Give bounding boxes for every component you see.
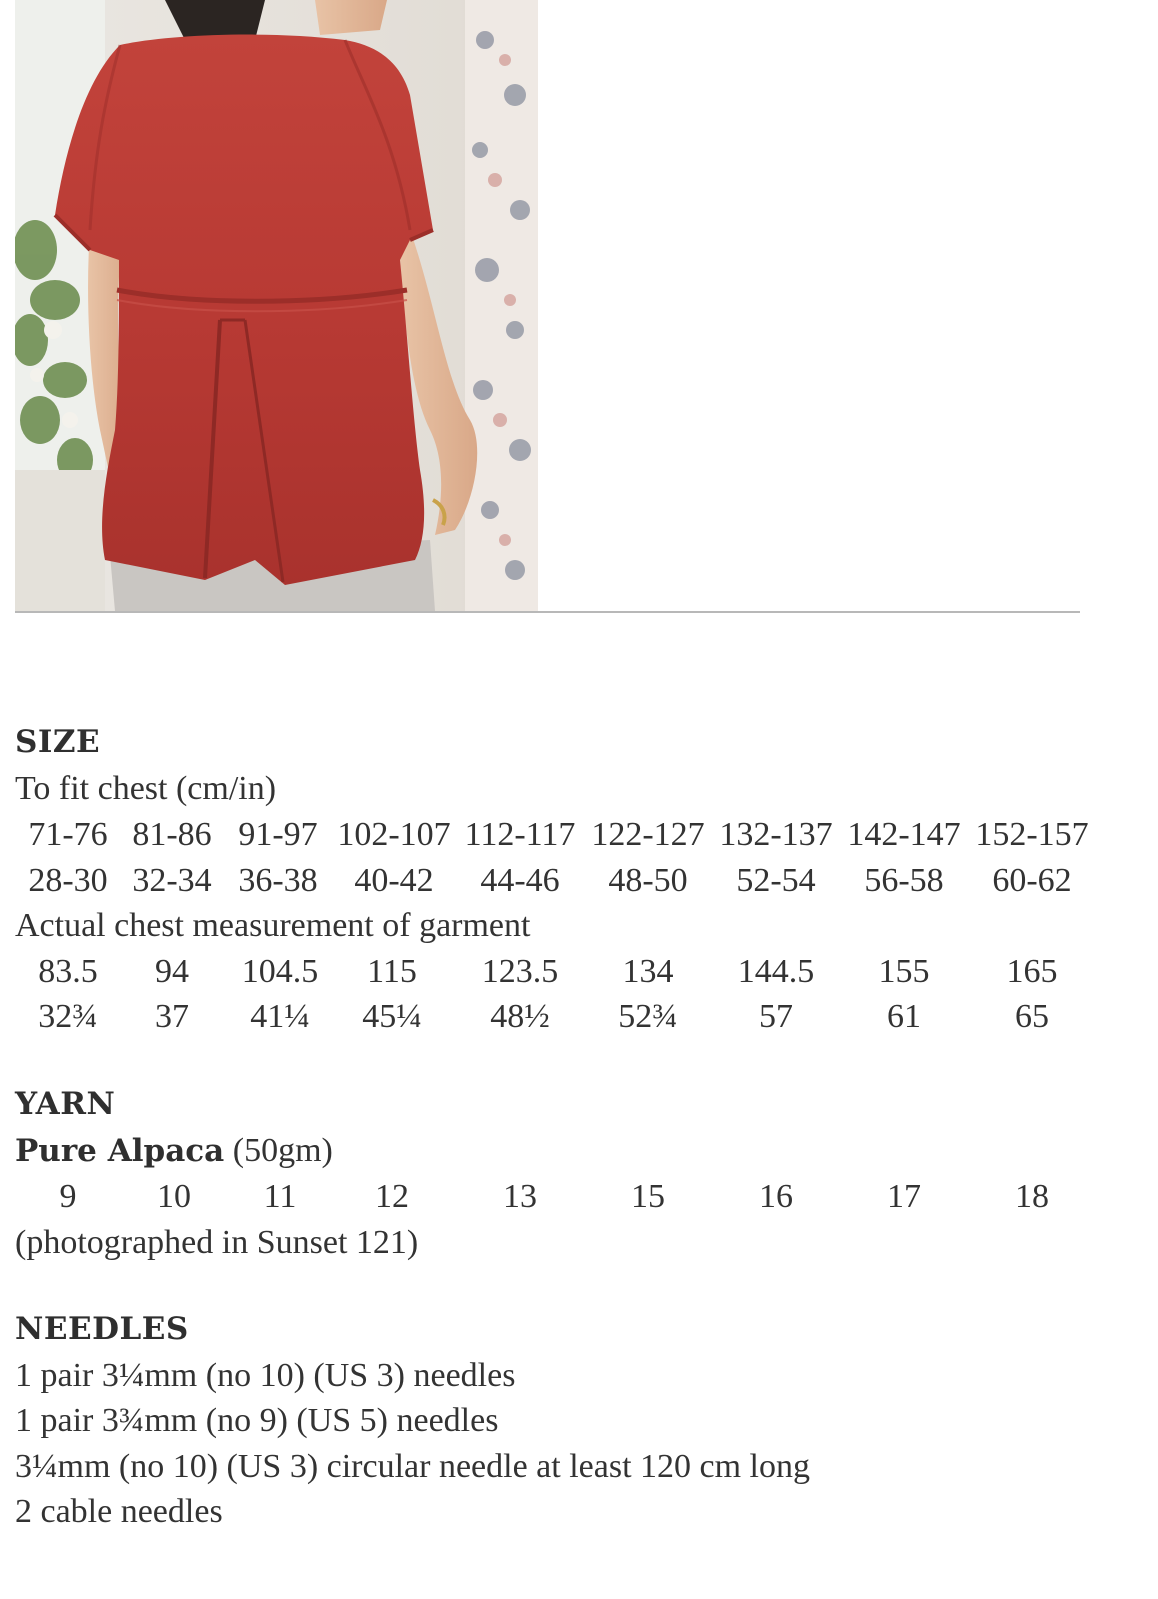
actual-cm-cell: 155	[878, 953, 930, 990]
size-title: SIZE	[15, 724, 101, 760]
fit-in-cell: 32-34	[132, 862, 212, 899]
yarn-quantity-cell: 12	[375, 1178, 409, 1215]
actual-cm-cell: 123.5	[481, 953, 559, 990]
needle-item: 2 cable needles	[15, 1493, 223, 1530]
fit-chest-label: To fit chest (cm/in)	[15, 770, 277, 807]
actual-in-row	[0, 998, 1158, 1038]
actual-in-cell: 48½	[490, 998, 550, 1035]
actual-in-cell: 52¾	[618, 998, 678, 1035]
yarn-quantity-cell: 10	[157, 1178, 191, 1215]
yarn-title: YARN	[15, 1086, 116, 1122]
yarn-name-line	[15, 1132, 333, 1170]
fit-cm-row	[0, 816, 1158, 856]
model-back-illustration	[15, 0, 538, 611]
yarn-quantity-row	[0, 1178, 1158, 1218]
fit-in-cell: 28-30	[28, 862, 108, 899]
needle-item: 3¼mm (no 10) (US 3) circular needle at least 120 cm long	[15, 1448, 810, 1485]
needle-item: 1 pair 3¼mm (no 10) (US 3) needles	[15, 1357, 516, 1394]
yarn-photographed-note: (photographed in Sunset 121)	[15, 1224, 419, 1261]
actual-in-cell: 32¾	[38, 998, 98, 1035]
fit-cm-cell: 102-107	[337, 816, 451, 853]
fit-in-cell: 40-42	[354, 862, 434, 899]
garment-photo	[15, 0, 538, 611]
actual-in-cell: 45¼	[362, 998, 422, 1035]
actual-in-cell: 65	[1015, 998, 1049, 1035]
fit-cm-cell: 122-127	[591, 816, 705, 853]
actual-cm-cell: 115	[367, 953, 417, 990]
yarn-quantity-cell: 16	[759, 1178, 793, 1215]
fit-in-cell: 44-46	[480, 862, 560, 899]
fit-in-cell: 60-62	[992, 862, 1072, 899]
actual-cm-row	[0, 953, 1158, 993]
fit-cm-cell: 81-86	[132, 816, 212, 853]
fit-in-cell: 48-50	[608, 862, 688, 899]
actual-in-cell: 37	[155, 998, 189, 1035]
fit-in-cell: 56-58	[864, 862, 944, 899]
actual-cm-cell: 83.5	[38, 953, 98, 990]
fit-cm-cell: 91-97	[238, 816, 318, 853]
yarn-quantity-cell: 13	[503, 1178, 537, 1215]
fit-cm-cell: 142-147	[847, 816, 961, 853]
fit-cm-cell: 152-157	[975, 816, 1089, 853]
actual-cm-cell: 104.5	[241, 953, 319, 990]
actual-cm-cell: 165	[1006, 953, 1058, 990]
fit-cm-cell: 112-117	[464, 816, 576, 853]
horizontal-rule	[15, 611, 1080, 613]
fit-cm-cell: 71-76	[28, 816, 108, 853]
needle-item: 1 pair 3¾mm (no 9) (US 5) needles	[15, 1402, 499, 1439]
actual-in-cell: 41¼	[250, 998, 310, 1035]
fit-cm-cell: 132-137	[719, 816, 833, 853]
yarn-quantity-cell: 17	[887, 1178, 921, 1215]
needles-title: NEEDLES	[15, 1311, 189, 1347]
actual-cm-cell: 94	[155, 953, 189, 990]
fit-in-cell: 36-38	[238, 862, 318, 899]
actual-cm-cell: 144.5	[737, 953, 815, 990]
actual-in-cell: 57	[759, 998, 793, 1035]
yarn-name: Pure Alpaca	[15, 1133, 225, 1169]
yarn-quantity-cell: 9	[59, 1178, 77, 1215]
fit-in-cell: 52-54	[736, 862, 816, 899]
yarn-quantity-cell: 15	[631, 1178, 665, 1215]
yarn-quantity-cell: 11	[263, 1178, 297, 1215]
fit-in-row	[0, 862, 1158, 902]
actual-cm-cell: 134	[622, 953, 674, 990]
actual-in-cell: 61	[887, 998, 921, 1035]
yarn-quantity-cell: 18	[1015, 1178, 1049, 1215]
yarn-weight: (50gm)	[232, 1132, 333, 1169]
actual-chest-label: Actual chest measurement of garment	[15, 907, 531, 944]
